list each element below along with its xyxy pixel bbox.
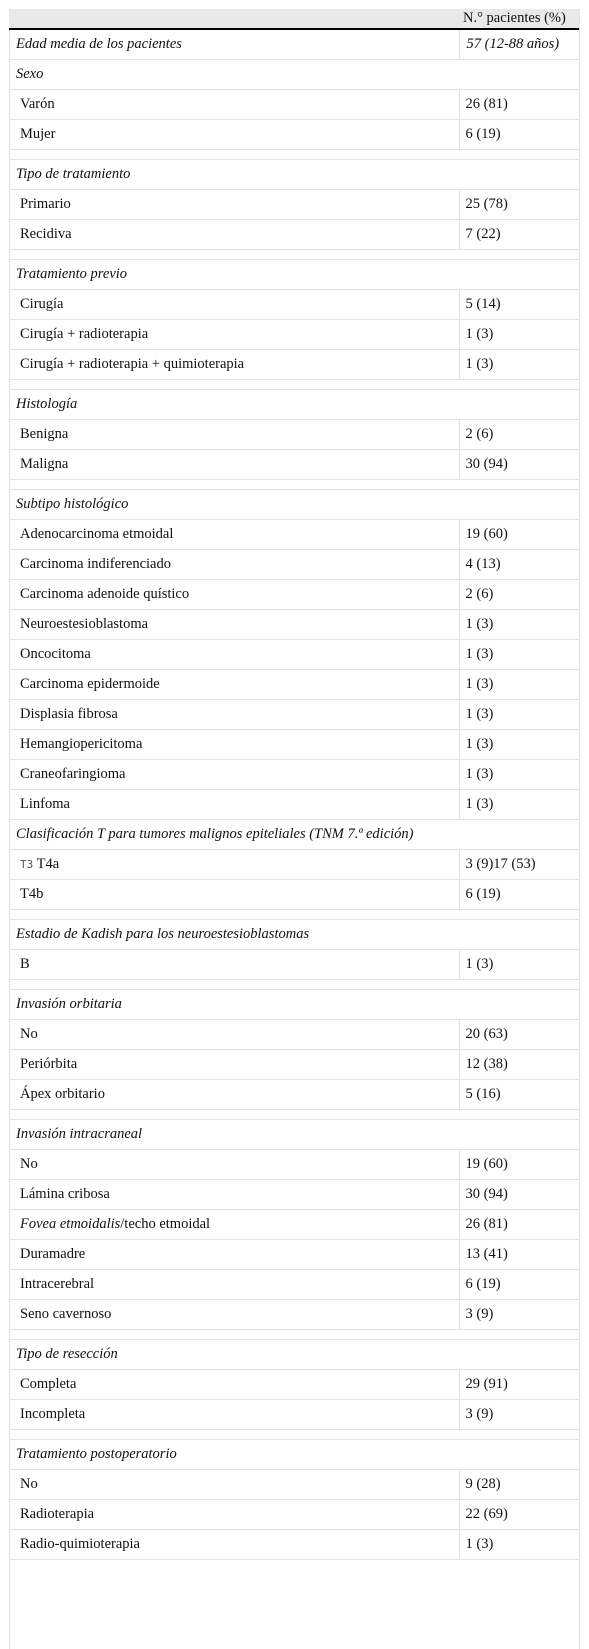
category-label: Estadio de Kadish para los neuroestesioblastomas — [9, 920, 579, 950]
row-label — [9, 880, 459, 910]
row-label-text: Periórbita — [20, 1056, 78, 1072]
row-value: 9 (28) — [459, 1470, 579, 1500]
spacer-row — [9, 910, 579, 920]
table-row — [9, 290, 579, 320]
spacer-cell — [9, 1330, 579, 1340]
spacer-row — [9, 1430, 579, 1440]
row-label-text: Linfoma — [20, 796, 70, 812]
table-row — [9, 1300, 579, 1330]
category-label: Invasión orbitaria — [9, 990, 579, 1020]
row-value: 26 (81) — [459, 90, 579, 120]
row-label — [9, 290, 459, 320]
row-label-text: Varón — [20, 96, 55, 112]
table-row — [9, 120, 579, 150]
row-label-text: Carcinoma indiferenciado — [20, 556, 171, 572]
row-label-italic: Fovea etmoidalis — [20, 1216, 121, 1232]
spacer-row — [9, 480, 579, 490]
row-label-text: Carcinoma adenoide quístico — [20, 586, 190, 602]
row-label — [9, 950, 459, 980]
category-label: Invasión intracraneal — [9, 1120, 579, 1150]
spacer-cell — [9, 1110, 579, 1120]
row-label-text: T4b — [20, 886, 44, 902]
category-label: Clasificación T para tumores malignos epiteliales (TNM 7.ª edición) — [9, 820, 579, 850]
row-label-text: Benigna — [20, 426, 69, 442]
row-value: 25 (78) — [459, 190, 579, 220]
row-value: 6 (19) — [459, 1270, 579, 1300]
row-label-text: Cirugía + radioterapia — [20, 326, 149, 342]
row-label — [9, 580, 459, 610]
table-header-row — [9, 9, 579, 29]
row-label-text: Lámina cribosa — [20, 1186, 110, 1202]
row-label-text: B — [20, 956, 30, 972]
row-label — [9, 1300, 459, 1330]
row-label — [9, 29, 459, 60]
row-value: 19 (60) — [459, 1150, 579, 1180]
table-row — [9, 700, 579, 730]
category-row — [9, 490, 579, 520]
category-row — [9, 29, 579, 60]
category-label: Tratamiento postoperatorio — [9, 1440, 579, 1470]
row-value: 1 (3) — [459, 950, 579, 980]
table-row — [9, 610, 579, 640]
row-value: 1 (3) — [459, 1530, 579, 1560]
row-label — [9, 1210, 459, 1240]
row-label — [9, 1020, 459, 1050]
row-label — [9, 450, 459, 480]
row-label-text: Neuroestesioblastoma — [20, 616, 149, 632]
row-label — [9, 520, 459, 550]
row-label-text: Mujer — [20, 126, 56, 142]
row-label — [9, 550, 459, 580]
row-label — [9, 420, 459, 450]
category-row — [9, 820, 579, 850]
row-value: 30 (94) — [459, 450, 579, 480]
category-label: Tipo de tratamiento — [9, 160, 579, 190]
row-value: 1 (3) — [459, 790, 579, 820]
row-label-text: Primario — [20, 196, 71, 212]
category-row — [9, 160, 579, 190]
row-label-text: Displasia fibrosa — [20, 706, 118, 722]
spacer-row — [9, 980, 579, 990]
spacer-cell — [9, 380, 579, 390]
table-row — [9, 420, 579, 450]
row-label — [9, 640, 459, 670]
category-row — [9, 1120, 579, 1150]
table-row — [9, 950, 579, 980]
row-label — [9, 760, 459, 790]
row-label — [9, 850, 459, 880]
row-value: 4 (13) — [459, 550, 579, 580]
table-row — [9, 1180, 579, 1210]
table-row — [9, 880, 579, 910]
row-label — [9, 350, 459, 380]
row-label-text: Edad media de los pacientes — [16, 36, 182, 52]
row-label — [9, 730, 459, 760]
row-label-text: Incompleta — [20, 1406, 86, 1422]
table-row — [9, 1530, 579, 1560]
row-label — [9, 1470, 459, 1500]
table-row — [9, 1050, 579, 1080]
row-value: 1 (3) — [459, 350, 579, 380]
table-row — [9, 1020, 579, 1050]
category-row — [9, 990, 579, 1020]
table-row — [9, 1240, 579, 1270]
row-label-text: Hemangiopericitoma — [20, 736, 143, 752]
row-value: 1 (3) — [459, 700, 579, 730]
row-label — [9, 1270, 459, 1300]
row-value: 29 (91) — [459, 1370, 579, 1400]
table-row — [9, 520, 579, 550]
table-row — [9, 790, 579, 820]
patient-characteristics-table — [9, 9, 579, 1560]
spacer-row — [9, 150, 579, 160]
category-label: Sexo — [9, 60, 579, 90]
row-value: 7 (22) — [459, 220, 579, 250]
row-label — [9, 1080, 459, 1110]
table-row — [9, 450, 579, 480]
row-label-text: Intracerebral — [20, 1276, 95, 1292]
table-row — [9, 1400, 579, 1430]
row-label-text: /techo etmoidal — [120, 1216, 211, 1232]
row-label — [9, 1400, 459, 1430]
row-label-text: Adenocarcinoma etmoidal — [20, 526, 174, 542]
row-value: 1 (3) — [459, 320, 579, 350]
row-value: 20 (63) — [459, 1020, 579, 1050]
table-row — [9, 190, 579, 220]
category-row — [9, 390, 579, 420]
row-value: 6 (19) — [459, 120, 579, 150]
row-label — [9, 190, 459, 220]
row-value: 19 (60) — [459, 520, 579, 550]
table-row — [9, 320, 579, 350]
table-row — [9, 670, 579, 700]
row-label — [9, 320, 459, 350]
category-label: Histología — [9, 390, 579, 420]
table-row — [9, 1270, 579, 1300]
table-row — [9, 760, 579, 790]
row-value: 1 (3) — [459, 640, 579, 670]
row-label-text: Radioterapia — [20, 1506, 95, 1522]
spacer-cell — [9, 1430, 579, 1440]
table-row — [9, 730, 579, 760]
table-row — [9, 1080, 579, 1110]
category-row — [9, 1440, 579, 1470]
table-row — [9, 1470, 579, 1500]
row-label — [9, 1500, 459, 1530]
row-label — [9, 1050, 459, 1080]
row-label — [9, 790, 459, 820]
spacer-cell — [9, 250, 579, 260]
row-value: 30 (94) — [459, 1180, 579, 1210]
row-label-text: Ápex orbitario — [20, 1086, 105, 1102]
table-row — [9, 1150, 579, 1180]
spacer-cell — [9, 480, 579, 490]
row-value: 1 (3) — [459, 730, 579, 760]
category-row — [9, 260, 579, 290]
row-value: 22 (69) — [459, 1500, 579, 1530]
category-label: Tipo de resección — [9, 1340, 579, 1370]
spacer-row — [9, 250, 579, 260]
table-row — [9, 550, 579, 580]
row-label-text: T4a — [36, 856, 60, 872]
row-value: 13 (41) — [459, 1240, 579, 1270]
row-label-prefix: T3 — [20, 858, 34, 871]
row-label-text: No — [20, 1476, 38, 1492]
category-label: Tratamiento previo — [9, 260, 579, 290]
table-row — [9, 350, 579, 380]
row-label-text: Radio-quimioterapia — [20, 1536, 140, 1552]
row-value: 1 (3) — [459, 670, 579, 700]
row-label-text: Seno cavernoso — [20, 1306, 112, 1322]
row-value: 2 (6) — [459, 420, 579, 450]
row-label — [9, 1530, 459, 1560]
row-label — [9, 670, 459, 700]
table-row — [9, 90, 579, 120]
row-label — [9, 1370, 459, 1400]
row-value: 26 (81) — [459, 1210, 579, 1240]
row-label — [9, 1150, 459, 1180]
header-col1 — [9, 9, 459, 29]
header-col2: N.° pacientes (%) — [459, 9, 579, 29]
spacer-cell — [9, 980, 579, 990]
row-value: 5 (14) — [459, 290, 579, 320]
table-body — [9, 29, 579, 1560]
row-value: 3 (9) — [459, 1300, 579, 1330]
row-label — [9, 90, 459, 120]
category-row — [9, 920, 579, 950]
row-label — [9, 610, 459, 640]
row-label-text: Cirugía + radioterapia + quimioterapia — [20, 356, 245, 372]
category-row — [9, 1340, 579, 1370]
row-label — [9, 1180, 459, 1210]
spacer-row — [9, 380, 579, 390]
row-label-text: No — [20, 1026, 38, 1042]
row-label-text: Carcinoma epidermoide — [20, 676, 160, 692]
row-value: 3 (9) — [459, 1400, 579, 1430]
spacer-cell — [9, 150, 579, 160]
row-value: 12 (38) — [459, 1050, 579, 1080]
row-label-text: Cirugía — [20, 296, 64, 312]
row-value: 6 (19) — [459, 880, 579, 910]
category-label: Subtipo histológico — [9, 490, 579, 520]
row-label-text: Duramadre — [20, 1246, 86, 1262]
table-row — [9, 580, 579, 610]
table-row — [9, 850, 579, 880]
row-label-text: No — [20, 1156, 38, 1172]
row-label-text: Recidiva — [20, 226, 72, 242]
spacer-row — [9, 1330, 579, 1340]
row-label-text: Maligna — [20, 456, 69, 472]
table-row — [9, 1210, 579, 1240]
row-value: 3 (9)17 (53) — [459, 850, 579, 880]
row-label — [9, 120, 459, 150]
category-row — [9, 60, 579, 90]
row-value: 2 (6) — [459, 580, 579, 610]
row-label-text: Completa — [20, 1376, 77, 1392]
row-value: 1 (3) — [459, 760, 579, 790]
row-value: 57 (12-88 años) — [459, 29, 579, 60]
spacer-cell — [9, 910, 579, 920]
table-row — [9, 1500, 579, 1530]
row-label-text: Craneofaringioma — [20, 766, 126, 782]
row-label — [9, 700, 459, 730]
row-value: 5 (16) — [459, 1080, 579, 1110]
row-label — [9, 220, 459, 250]
spacer-row — [9, 1110, 579, 1120]
row-value: 1 (3) — [459, 610, 579, 640]
table-row — [9, 220, 579, 250]
row-label — [9, 1240, 459, 1270]
table-row — [9, 1370, 579, 1400]
table-row — [9, 640, 579, 670]
row-label-text: Oncocitoma — [20, 646, 91, 662]
